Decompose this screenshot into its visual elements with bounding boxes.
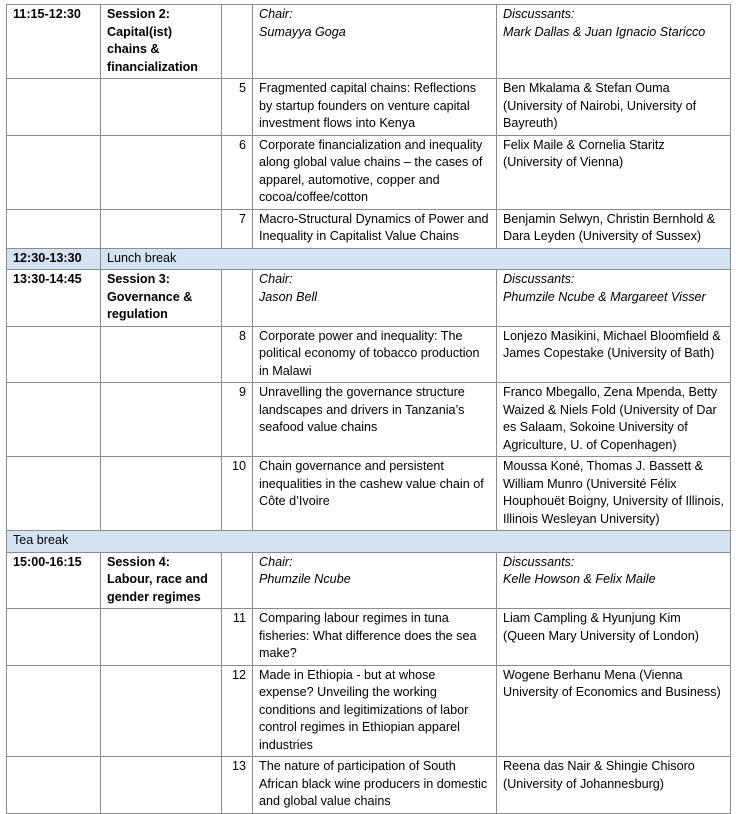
chair-name: Jason Bell: [259, 289, 318, 304]
number-cell: [222, 270, 253, 327]
paper-number: 10: [222, 457, 253, 531]
paper-row: [7, 757, 731, 814]
session-title: Session 2: Capital(ist) chains & financialization: [101, 5, 222, 79]
chair-cell: [253, 552, 497, 609]
number-cell: [222, 5, 253, 79]
paper-row: [7, 209, 731, 248]
paper-title: Made in Ethiopia - but at whose expense? Unveiling the working conditions and legitimizations of labor control regimes in Ethiopian apparel industries: [253, 665, 497, 757]
paper-title: Comparing labour regimes in tuna fisheries: What difference does the sea make?: [253, 609, 497, 666]
discussants-names: Kelle Howson & Felix Maile: [503, 572, 656, 586]
number-cell: [222, 552, 253, 609]
session-time: 11:15-12:30: [7, 5, 101, 79]
session-row: [7, 5, 731, 79]
chair-label: Chair:: [259, 272, 293, 286]
paper-number: 12: [222, 665, 253, 757]
discussants-label: Discussants:: [503, 272, 575, 286]
chair-name: Sumayya Goga: [259, 24, 346, 39]
paper-row: [7, 79, 731, 136]
paper-number: 7: [222, 209, 253, 248]
paper-title: The nature of participation of South African black wine producers in domestic and global value chains: [253, 757, 497, 814]
session-time: 15:00-16:15: [7, 552, 101, 609]
break-label: Tea break: [7, 531, 731, 553]
paper-title: Macro-Structural Dynamics of Power and Inequality in Capitalist Value Chains: [253, 209, 497, 248]
paper-row: [7, 326, 731, 383]
paper-authors: Franco Mbegallo, Zena Mpenda, Betty Waized & Niels Fold (University of Dar es Salaam, Sokoine University of Agriculture, U. of Copenhagen): [497, 383, 731, 457]
paper-title: Unravelling the governance structure landscapes and drivers in Tanzania’s seafood value chains: [253, 383, 497, 457]
paper-title: Fragmented capital chains: Reflections by startup founders on venture capital investment flows into Kenya: [253, 79, 497, 136]
discussants-label: Discussants:: [503, 7, 575, 21]
paper-authors: Ben Mkalama & Stefan Ouma (University of Nairobi, University of Bayreuth): [497, 79, 731, 136]
paper-row: [7, 457, 731, 531]
paper-title: Corporate power and inequality: The political economy of tobacco production in Malawi: [253, 326, 497, 383]
discussants-cell: [497, 270, 731, 327]
programme-table: [6, 4, 731, 814]
break-label: Lunch break: [101, 248, 731, 270]
session-row: [7, 270, 731, 327]
paper-number: 5: [222, 79, 253, 136]
break-time: 12:30-13:30: [7, 248, 101, 270]
break-row: [7, 531, 731, 553]
discussants-label: Discussants:: [503, 554, 575, 569]
paper-authors: Reena das Nair & Shingie Chisoro (University of Johannesburg): [497, 757, 731, 814]
paper-number: 6: [222, 135, 253, 209]
paper-row: [7, 609, 731, 666]
paper-title: Corporate financialization and inequality along global value chains – the cases of apparel, automotive, copper and cocoa/coffee/cotton: [253, 135, 497, 209]
paper-authors: Felix Maile & Cornelia Staritz (University of Vienna): [497, 135, 731, 209]
break-row: [7, 248, 731, 270]
paper-authors: Liam Campling & Hyunjung Kim (Queen Mary University of London): [497, 609, 731, 666]
session-title: Session 3: Governance & regulation: [101, 270, 222, 327]
paper-authors: Moussa Koné, Thomas J. Bassett & William Munro (Université Félix Houphouët Boigny, University of Illinois, Illinois Wesleyan University): [497, 457, 731, 531]
session-row: [7, 552, 731, 609]
paper-row: [7, 665, 731, 757]
paper-number: 8: [222, 326, 253, 383]
paper-authors: Lonjezo Masikini, Michael Bloomfield & James Copestake (University of Bath): [497, 326, 731, 383]
session-title: Session 4: Labour, race and gender regimes: [101, 552, 222, 609]
paper-number: 11: [222, 609, 253, 666]
discussants-names: Mark Dallas & Juan Ignacio Staricco: [503, 24, 706, 39]
chair-cell: [253, 5, 497, 79]
chair-cell: [253, 270, 497, 327]
paper-title: Chain governance and persistent inequalities in the cashew value chain of Côte d’Ivoire: [253, 457, 497, 531]
paper-row: [7, 383, 731, 457]
discussants-names: Phumzile Ncube & Margareet Visser: [503, 289, 706, 304]
paper-row: [7, 135, 731, 209]
paper-number: 9: [222, 383, 253, 457]
paper-authors: Wogene Berhanu Mena (Vienna University of Economics and Business): [497, 665, 731, 757]
paper-number: 13: [222, 757, 253, 814]
discussants-cell: [497, 5, 731, 79]
chair-name: Phumzile Ncube: [259, 572, 351, 586]
chair-label: Chair:: [259, 7, 293, 21]
discussants-cell: [497, 552, 731, 609]
session-time: 13:30-14:45: [7, 270, 101, 327]
chair-label: Chair:: [259, 554, 293, 569]
paper-authors: Benjamin Selwyn, Christin Bernhold & Dara Leyden (University of Sussex): [497, 209, 731, 248]
